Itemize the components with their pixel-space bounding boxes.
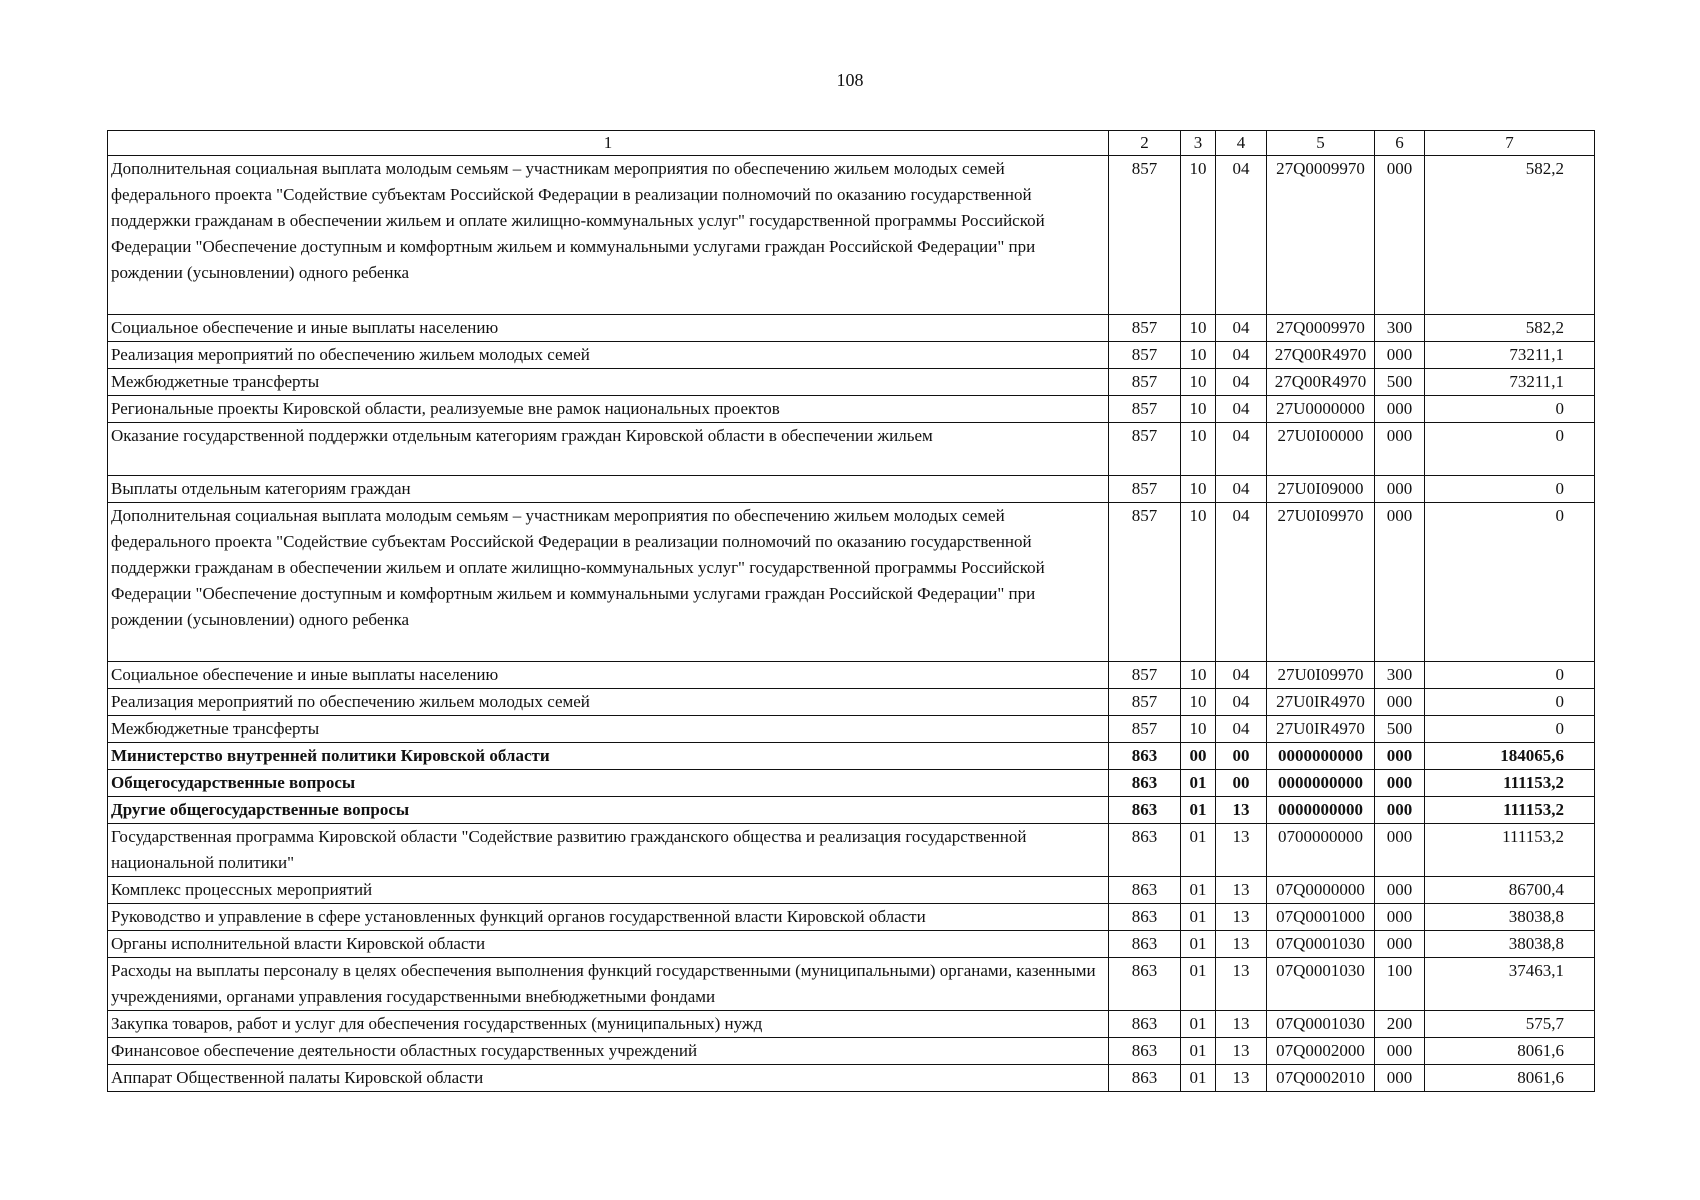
- row-col3-cell: 01: [1181, 904, 1216, 931]
- row-col4-cell: 04: [1216, 716, 1267, 743]
- row-col6-cell: 100: [1375, 958, 1425, 1011]
- table-row: [108, 423, 1595, 476]
- row-col3-cell: 10: [1181, 396, 1216, 423]
- row-col4-cell: 00: [1216, 770, 1267, 797]
- row-name-cell: Межбюджетные трансферты: [108, 369, 1109, 396]
- row-col6-cell: 200: [1375, 1011, 1425, 1038]
- row-col3-cell: 10: [1181, 369, 1216, 396]
- row-col3-cell: 10: [1181, 689, 1216, 716]
- row-col5-cell: 0700000000: [1267, 824, 1375, 877]
- row-col3-cell: 10: [1181, 315, 1216, 342]
- row-name-cell: Аппарат Общественной палаты Кировской области: [108, 1065, 1109, 1092]
- row-col2-cell: 863: [1109, 824, 1181, 877]
- row-col5-cell: 07Q0001030: [1267, 958, 1375, 1011]
- row-col5-cell: 27U0I09970: [1267, 503, 1375, 662]
- table-row: [108, 315, 1595, 342]
- header-col-4: 4: [1216, 131, 1267, 156]
- row-col2-cell: 863: [1109, 1065, 1181, 1092]
- row-col4-cell: 13: [1216, 1065, 1267, 1092]
- row-col5-cell: 27U0IR4970: [1267, 689, 1375, 716]
- row-col5-cell: 27Q00R4970: [1267, 342, 1375, 369]
- row-amount-cell: 184065,6: [1425, 743, 1595, 770]
- row-col6-cell: 000: [1375, 770, 1425, 797]
- row-col4-cell: 04: [1216, 476, 1267, 503]
- row-col6-cell: 000: [1375, 342, 1425, 369]
- row-col3-cell: 01: [1181, 1038, 1216, 1065]
- row-col4-cell: 04: [1216, 396, 1267, 423]
- row-col5-cell: 0000000000: [1267, 770, 1375, 797]
- row-col4-cell: 13: [1216, 824, 1267, 877]
- row-col5-cell: 27U0I00000: [1267, 423, 1375, 476]
- row-amount-cell: 37463,1: [1425, 958, 1595, 1011]
- row-amount-cell: 111153,2: [1425, 824, 1595, 877]
- row-col5-cell: 07Q0002000: [1267, 1038, 1375, 1065]
- budget-table: [107, 130, 1595, 1092]
- table-row: [108, 476, 1595, 503]
- row-col2-cell: 857: [1109, 369, 1181, 396]
- row-col6-cell: 300: [1375, 315, 1425, 342]
- table-row: [108, 931, 1595, 958]
- row-col3-cell: 01: [1181, 931, 1216, 958]
- row-col2-cell: 857: [1109, 396, 1181, 423]
- table-row: [108, 770, 1595, 797]
- row-col2-cell: 863: [1109, 1038, 1181, 1065]
- row-col4-cell: 04: [1216, 503, 1267, 662]
- row-col5-cell: 0000000000: [1267, 743, 1375, 770]
- row-name-cell: Межбюджетные трансферты: [108, 716, 1109, 743]
- row-col3-cell: 01: [1181, 877, 1216, 904]
- row-col2-cell: 863: [1109, 931, 1181, 958]
- row-col5-cell: 27U0I09000: [1267, 476, 1375, 503]
- row-col5-cell: 27Q0009970: [1267, 156, 1375, 315]
- row-col3-cell: 10: [1181, 423, 1216, 476]
- row-col3-cell: 10: [1181, 503, 1216, 662]
- page-number: 108: [836, 70, 864, 90]
- row-amount-cell: 8061,6: [1425, 1065, 1595, 1092]
- row-col3-cell: 10: [1181, 716, 1216, 743]
- row-col2-cell: 857: [1109, 503, 1181, 662]
- row-name-cell: Другие общегосударственные вопросы: [108, 797, 1109, 824]
- row-col2-cell: 857: [1109, 315, 1181, 342]
- row-col5-cell: 27U0000000: [1267, 396, 1375, 423]
- table-row: [108, 1065, 1595, 1092]
- row-amount-cell: 111153,2: [1425, 770, 1595, 797]
- row-col4-cell: 13: [1216, 797, 1267, 824]
- row-col6-cell: 000: [1375, 743, 1425, 770]
- row-amount-cell: 0: [1425, 423, 1595, 476]
- table-row: [108, 342, 1595, 369]
- row-col4-cell: 04: [1216, 156, 1267, 315]
- row-col3-cell: 01: [1181, 797, 1216, 824]
- row-col5-cell: 07Q0001000: [1267, 904, 1375, 931]
- table-row: [108, 689, 1595, 716]
- row-col4-cell: 04: [1216, 315, 1267, 342]
- row-col5-cell: 07Q0001030: [1267, 1011, 1375, 1038]
- header-col-7: 7: [1425, 131, 1595, 156]
- row-col3-cell: 10: [1181, 662, 1216, 689]
- row-col5-cell: 07Q0002010: [1267, 1065, 1375, 1092]
- row-name-cell: Финансовое обеспечение деятельности областных государственных учреждений: [108, 1038, 1109, 1065]
- row-col5-cell: 07Q0001030: [1267, 931, 1375, 958]
- row-amount-cell: 0: [1425, 689, 1595, 716]
- row-amount-cell: 575,7: [1425, 1011, 1595, 1038]
- row-amount-cell: 0: [1425, 396, 1595, 423]
- row-col2-cell: 863: [1109, 1011, 1181, 1038]
- row-col6-cell: 000: [1375, 931, 1425, 958]
- row-col2-cell: 863: [1109, 958, 1181, 1011]
- budget-table-container: [107, 130, 1594, 1092]
- row-col6-cell: 000: [1375, 904, 1425, 931]
- row-col2-cell: 863: [1109, 904, 1181, 931]
- row-col5-cell: 27U0I09970: [1267, 662, 1375, 689]
- header-col-1: 1: [108, 131, 1109, 156]
- row-col3-cell: 01: [1181, 770, 1216, 797]
- row-col6-cell: 300: [1375, 662, 1425, 689]
- row-col2-cell: 863: [1109, 877, 1181, 904]
- row-col6-cell: 500: [1375, 716, 1425, 743]
- row-amount-cell: 582,2: [1425, 315, 1595, 342]
- row-col2-cell: 863: [1109, 743, 1181, 770]
- table-row: [108, 904, 1595, 931]
- table-row: [108, 1011, 1595, 1038]
- row-col2-cell: 863: [1109, 770, 1181, 797]
- row-col5-cell: 27U0IR4970: [1267, 716, 1375, 743]
- row-name-cell: Региональные проекты Кировской области, реализуемые вне рамок национальных проектов: [108, 396, 1109, 423]
- row-col3-cell: 01: [1181, 1011, 1216, 1038]
- row-col2-cell: 857: [1109, 476, 1181, 503]
- row-col4-cell: 13: [1216, 931, 1267, 958]
- header-col-2: 2: [1109, 131, 1181, 156]
- row-col2-cell: 857: [1109, 156, 1181, 315]
- table-row: [108, 156, 1595, 315]
- row-name-cell: Руководство и управление в сфере установленных функций органов государственной власти Кировской области: [108, 904, 1109, 931]
- row-col2-cell: 857: [1109, 689, 1181, 716]
- row-amount-cell: 38038,8: [1425, 931, 1595, 958]
- table-row: [108, 369, 1595, 396]
- row-amount-cell: 111153,2: [1425, 797, 1595, 824]
- header-col-5: 5: [1267, 131, 1375, 156]
- table-row: [108, 797, 1595, 824]
- row-col5-cell: 27Q0009970: [1267, 315, 1375, 342]
- row-col4-cell: 04: [1216, 342, 1267, 369]
- row-col3-cell: 01: [1181, 1065, 1216, 1092]
- table-row: [108, 716, 1595, 743]
- row-amount-cell: 0: [1425, 476, 1595, 503]
- row-col4-cell: 13: [1216, 1011, 1267, 1038]
- row-col4-cell: 04: [1216, 662, 1267, 689]
- row-name-cell: Реализация мероприятий по обеспечению жильем молодых семей: [108, 689, 1109, 716]
- row-col4-cell: 00: [1216, 743, 1267, 770]
- row-col6-cell: 000: [1375, 1038, 1425, 1065]
- row-col5-cell: 07Q0000000: [1267, 877, 1375, 904]
- row-amount-cell: 38038,8: [1425, 904, 1595, 931]
- row-col3-cell: 00: [1181, 743, 1216, 770]
- row-col6-cell: 000: [1375, 1065, 1425, 1092]
- row-amount-cell: 0: [1425, 662, 1595, 689]
- row-amount-cell: 73211,1: [1425, 342, 1595, 369]
- row-col3-cell: 10: [1181, 476, 1216, 503]
- row-name-cell: Закупка товаров, работ и услуг для обеспечения государственных (муниципальных) нужд: [108, 1011, 1109, 1038]
- row-name-cell: Общегосударственные вопросы: [108, 770, 1109, 797]
- header-row: [108, 131, 1595, 156]
- row-name-cell: Министерство внутренней политики Кировской области: [108, 743, 1109, 770]
- table-row: [108, 503, 1595, 662]
- row-name-cell: Органы исполнительной власти Кировской области: [108, 931, 1109, 958]
- row-col2-cell: 863: [1109, 797, 1181, 824]
- row-col4-cell: 13: [1216, 877, 1267, 904]
- row-col4-cell: 13: [1216, 958, 1267, 1011]
- header-col-6: 6: [1375, 131, 1425, 156]
- row-col2-cell: 857: [1109, 716, 1181, 743]
- row-col6-cell: 000: [1375, 877, 1425, 904]
- row-amount-cell: 582,2: [1425, 156, 1595, 315]
- row-col3-cell: 01: [1181, 958, 1216, 1011]
- row-col2-cell: 857: [1109, 342, 1181, 369]
- row-amount-cell: 8061,6: [1425, 1038, 1595, 1065]
- row-col6-cell: 000: [1375, 396, 1425, 423]
- row-name-cell: Комплекс процессных мероприятий: [108, 877, 1109, 904]
- row-col6-cell: 000: [1375, 503, 1425, 662]
- table-row: [108, 1038, 1595, 1065]
- row-name-cell: Государственная программа Кировской области "Содействие развитию гражданского общества и реализация государственной национальной политики": [108, 824, 1109, 877]
- row-col4-cell: 04: [1216, 689, 1267, 716]
- row-name-cell: Выплаты отдельным категориям граждан: [108, 476, 1109, 503]
- row-amount-cell: 0: [1425, 716, 1595, 743]
- row-col3-cell: 10: [1181, 156, 1216, 315]
- row-col4-cell: 13: [1216, 904, 1267, 931]
- row-amount-cell: 0: [1425, 503, 1595, 662]
- row-col6-cell: 000: [1375, 689, 1425, 716]
- row-name-cell: Реализация мероприятий по обеспечению жильем молодых семей: [108, 342, 1109, 369]
- table-row: [108, 824, 1595, 877]
- row-name-cell: Социальное обеспечение и иные выплаты населению: [108, 315, 1109, 342]
- table-body: [108, 156, 1595, 1092]
- row-col6-cell: 000: [1375, 824, 1425, 877]
- row-col4-cell: 13: [1216, 1038, 1267, 1065]
- table-row: [108, 877, 1595, 904]
- row-col2-cell: 857: [1109, 662, 1181, 689]
- table-row: [108, 396, 1595, 423]
- row-name-cell: Дополнительная социальная выплата молодым семьям – участникам мероприятия по обеспечению жильем молодых семей федерального проекта "Содействие субъектам Российской Федерации в реализации полномочий по оказанию государственной поддержки гражданам в обеспечении жильем и оплате жилищно-коммунальных услуг" государственной программы Российской Федерации "Обеспечение доступным и комфортным жильем и коммунальными услугами граждан Российской Федерации" при рождении (усыновлении) одного ребенка: [108, 503, 1109, 662]
- header-col-3: 3: [1181, 131, 1216, 156]
- row-col4-cell: 04: [1216, 423, 1267, 476]
- row-col2-cell: 857: [1109, 423, 1181, 476]
- row-amount-cell: 86700,4: [1425, 877, 1595, 904]
- row-amount-cell: 73211,1: [1425, 369, 1595, 396]
- row-name-cell: Социальное обеспечение и иные выплаты населению: [108, 662, 1109, 689]
- row-col6-cell: 000: [1375, 423, 1425, 476]
- row-name-cell: Расходы на выплаты персоналу в целях обеспечения выполнения функций государственными (муниципальными) органами, казенными учреждениями, органами управления государственными внебюджетными фондами: [108, 958, 1109, 1011]
- row-name-cell: Дополнительная социальная выплата молодым семьям – участникам мероприятия по обеспечению жильем молодых семей федерального проекта "Содействие субъектам Российской Федерации в реализации полномочий по оказанию государственной поддержки гражданам в обеспечении жильем и оплате жилищно-коммунальных услуг" государственной программы Российской Федерации "Обеспечение доступным и комфортным жильем и коммунальными услугами граждан Российской Федерации" при рождении (усыновлении) одного ребенка: [108, 156, 1109, 315]
- row-col6-cell: 500: [1375, 369, 1425, 396]
- row-col5-cell: 0000000000: [1267, 797, 1375, 824]
- table-row: [108, 662, 1595, 689]
- row-col5-cell: 27Q00R4970: [1267, 369, 1375, 396]
- row-col4-cell: 04: [1216, 369, 1267, 396]
- row-col6-cell: 000: [1375, 156, 1425, 315]
- row-col6-cell: 000: [1375, 797, 1425, 824]
- row-col3-cell: 10: [1181, 342, 1216, 369]
- table-row: [108, 958, 1595, 1011]
- row-name-cell: Оказание государственной поддержки отдельным категориям граждан Кировской области в обеспечении жильем: [108, 423, 1109, 476]
- row-col3-cell: 01: [1181, 824, 1216, 877]
- row-col6-cell: 000: [1375, 476, 1425, 503]
- table-row: [108, 743, 1595, 770]
